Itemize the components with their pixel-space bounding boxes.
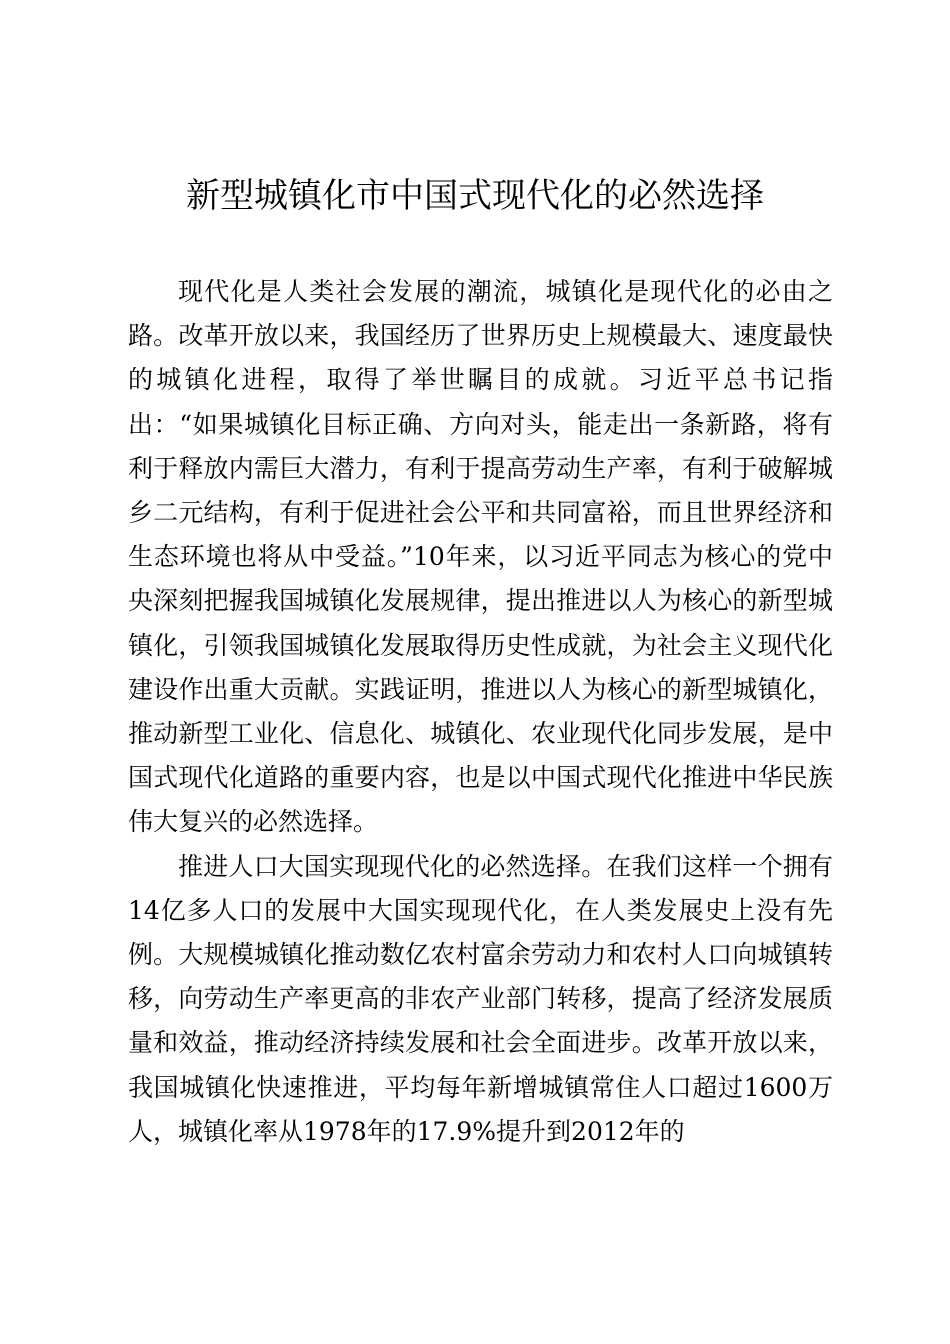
paragraph-2: 推进人口大国实现现代化的必然选择。在我们这样一个拥有14亿多人口的发展中大国实现现代化，在人类发展史上没有先例。大规模城镇化推动数亿农村富余劳动力和农村人口向城镇转移，向劳动生产率更高的非农产业部门转移，提高了经济发展质量和效益，推动经济持续发展和社会全面进步。改革开放以来，我国城镇化快速推进，平均每年新增城镇常住人口超过1600万人，城镇化率从1978年的17.9%提升到2012年的 — [128, 851, 833, 1146]
paragraph-1: 现代化是人类社会发展的潮流，城镇化是现代化的必由之路。改革开放以来，我国经历了世界历史上规模最大、速度最快的城镇化进程，取得了举世瞩目的成就。习近平总书记指出：“如果城镇化目标正确、方向对头，能走出一条新路，将有利于释放内需巨大潜力，有利于提高劳动生产率，有利于破解城乡二元结构，有利于促进社会公平和共同富裕，而且世界经济和生态环境也将从中受益。”10年来，以习近平同志为核心的党中央深刻把握我国城镇化发展规律，提出推进以人为核心的新型城镇化，引领我国城镇化发展取得历史性成就，为社会主义现代化建设作出重大贡献。实践证明，推进以人为核心的新型城镇化，推动新型工业化、信息化、城镇化、农业现代化同步发展，是中国式现代化道路的重要内容，也是以中国式现代化推进中华民族伟大复兴的必然选择。 — [128, 277, 833, 837]
document-title: 新型城镇化市中国式现代化的必然选择 — [186, 176, 764, 216]
document-body — [128, 270, 833, 1154]
